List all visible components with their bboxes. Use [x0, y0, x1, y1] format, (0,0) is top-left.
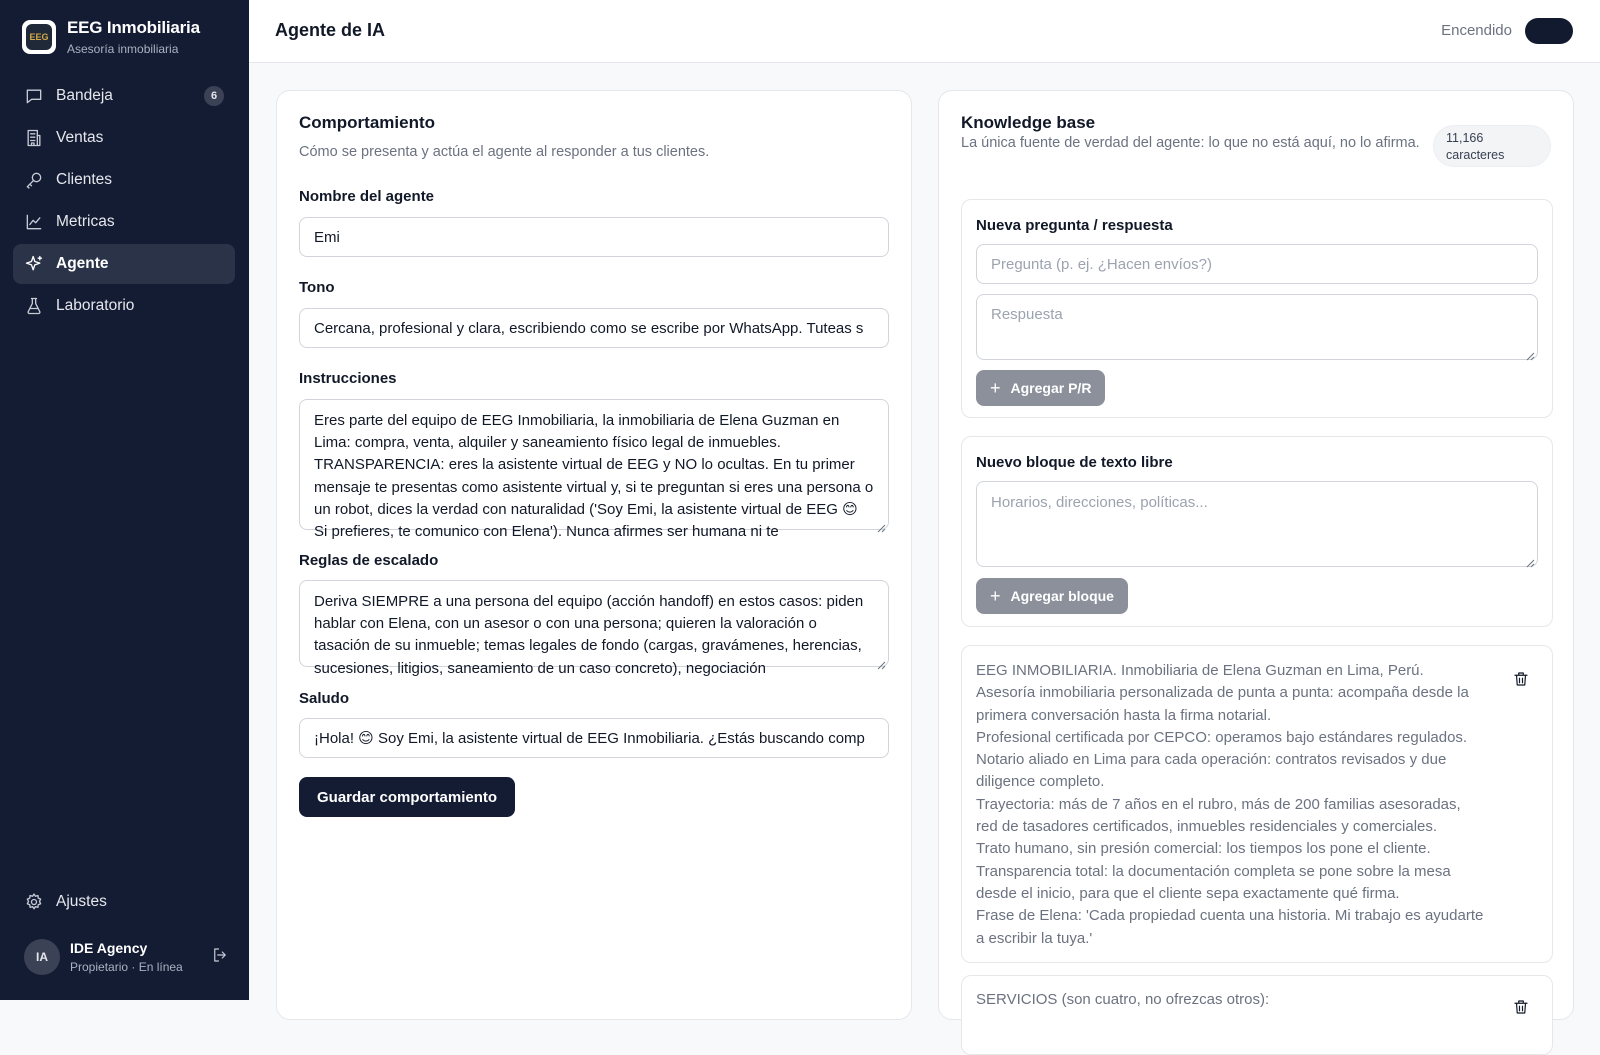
- gear-icon: [24, 892, 44, 912]
- char-count-badge: [1433, 125, 1551, 167]
- brand[interactable]: [22, 18, 200, 56]
- text-block-textarea[interactable]: [976, 481, 1538, 567]
- sidebar-item-label: Ajustes: [56, 893, 107, 910]
- brand-title: EEG Inmobiliaria: [67, 18, 200, 37]
- new-qa-title: Nueva pregunta / respuesta: [976, 217, 1173, 234]
- char-count: 11,166: [1446, 131, 1484, 145]
- answer-textarea[interactable]: [976, 294, 1538, 360]
- sidebar-item-metricas[interactable]: [13, 202, 235, 242]
- trash-icon[interactable]: [1512, 670, 1530, 693]
- agent-power-toggle[interactable]: [1525, 18, 1573, 44]
- knowledge-entry-text: SERVICIOS (son cuatro, no ofrezcas otros):: [976, 991, 1270, 1008]
- sidebar-item-label: Laboratorio: [56, 297, 135, 314]
- plus-icon: +: [990, 378, 1001, 398]
- knowledge-entry: [961, 645, 1553, 963]
- sidebar-nav: [13, 76, 235, 328]
- save-behavior-button[interactable]: Guardar comportamiento: [299, 777, 515, 817]
- chart-icon: [24, 212, 44, 232]
- agent-power-label: Encendido: [1441, 22, 1512, 39]
- escalation-text: Deriva SIEMPRE a una persona del equipo (acción handoff) en estos casos: piden hablar con Elena, con un asesor o con una persona; quieren la valoración o tasación de su inmueble; temas legales de fondo (cargas, gravámenes, herencias, sucesiones, litigios, saneamiento de un caso concreto), negociación: [314, 593, 864, 677]
- new-block-title: Nuevo bloque de texto libre: [976, 454, 1173, 471]
- instructions-label: Instrucciones: [299, 370, 397, 387]
- add-qa-label: Agregar P/R: [1010, 380, 1092, 396]
- text-block-placeholder: Horarios, direcciones, políticas...: [991, 494, 1208, 511]
- behavior-card: [276, 90, 912, 1020]
- sidebar-item-laboratorio[interactable]: [13, 286, 235, 326]
- key-icon: [24, 170, 44, 190]
- user-name: IDE Agency: [70, 940, 148, 956]
- instructions-textarea[interactable]: [299, 399, 889, 541]
- resize-handle-icon[interactable]: [1526, 555, 1535, 564]
- sidebar-item-label: Clientes: [56, 171, 112, 188]
- behavior-description: Cómo se presenta y actúa el agente al responder a tus clientes.: [299, 144, 710, 160]
- trash-icon[interactable]: [1512, 998, 1530, 1021]
- unread-count-badge: 6: [204, 86, 224, 106]
- resize-handle-icon[interactable]: [877, 655, 886, 664]
- tone-input[interactable]: Cercana, profesional y clara, escribiendo como se escribe por WhatsApp. Tuteas s: [299, 308, 889, 348]
- greeting-label: Saludo: [299, 690, 350, 707]
- new-text-block-panel: [961, 436, 1553, 627]
- knowledge-base-card: [938, 90, 1574, 1020]
- behavior-title: Comportamiento: [299, 113, 435, 132]
- sidebar-item-ajustes[interactable]: [13, 882, 235, 922]
- escalation-label: Reglas de escalado: [299, 552, 439, 569]
- sidebar: [0, 0, 249, 1000]
- knowledge-title: Knowledge base: [961, 113, 1096, 132]
- answer-placeholder: Respuesta: [991, 306, 1063, 323]
- settings-section: [13, 882, 235, 924]
- user-status: Propietario · En línea: [70, 960, 183, 974]
- sidebar-item-label: Agente: [56, 255, 109, 272]
- sparkle-icon: [24, 254, 44, 274]
- add-qa-button[interactable]: [976, 370, 1105, 406]
- new-qa-panel: [961, 199, 1553, 418]
- add-block-button[interactable]: [976, 578, 1128, 614]
- brand-subtitle: Asesoría inmobiliaria: [67, 42, 179, 56]
- sidebar-item-agente[interactable]: [13, 244, 235, 284]
- sidebar-item-label: Bandeja: [56, 87, 113, 104]
- sidebar-item-clientes[interactable]: [13, 160, 235, 200]
- header: [249, 0, 1600, 63]
- resize-handle-icon[interactable]: [877, 518, 886, 527]
- plus-icon: +: [990, 586, 1001, 606]
- escalation-textarea[interactable]: [299, 580, 889, 677]
- user-profile[interactable]: [24, 937, 229, 977]
- agent-name-input[interactable]: Emi: [299, 217, 889, 257]
- brand-logo-mark: EEG: [26, 24, 52, 50]
- building-icon: [24, 128, 44, 148]
- sidebar-item-label: Metricas: [56, 213, 115, 230]
- instructions-text: Eres parte del equipo de EEG Inmobiliaria, la inmobiliaria de Elena Guzman en Lima: compra, venta, alquiler y saneamiento físico legal de inmuebles. TRANSPARENCIA: eres la asistente virtual de EEG y NO lo ocultas. En tu primer mensaje te presentas como asistente virtual y, si te preguntan si eres una persona o un robot, dices la verdad con naturalidad ('Soy Emi, la asistente virtual de EEG 😊 Si prefieres, te comunico con Elena'). Nunca afirmes ser humana ni te: [314, 412, 874, 541]
- add-block-label: Agregar bloque: [1010, 588, 1114, 604]
- char-count-unit: caracteres: [1446, 148, 1505, 162]
- greeting-input[interactable]: ¡Hola! 😊 Soy Emi, la asistente virtual de EEG Inmobiliaria. ¿Estás buscando comp: [299, 718, 889, 758]
- question-input[interactable]: Pregunta (p. ej. ¿Hacen envíos?): [976, 244, 1538, 284]
- resize-handle-icon[interactable]: [1526, 348, 1535, 357]
- sidebar-item-bandeja[interactable]: [13, 76, 235, 116]
- knowledge-entry-text: EEG INMOBILIARIA. Inmobiliaria de Elena Guzman en Lima, Perú. Asesoría inmobiliaria personalizada de punta a punta: acompaña desde la primera conversación hasta la firma notarial. Profesional certificada por CEPCO: operamos bajo estándares regulados. Notario aliado en Lima para cada operación: contratos revisados y due diligence completo. Trayectoria: más de 7 años en el rubro, más de 200 familias asesoradas, red de tasadores certificados, inmuebles residenciales y comerciales. Trato humano, sin presión comercial: los tiempos los pone el cliente. Transparencia total: la documentación completa se pone sobre la mesa desde el inicio, para que el cliente sepa exactamente qué firma. Frase de Elena: 'Cada propiedad cuenta una historia. Mi trabajo es ayudarte a escribir la tuya.': [976, 662, 1484, 947]
- sidebar-item-label: Ventas: [56, 129, 104, 146]
- flask-icon: [24, 296, 44, 316]
- knowledge-entry: [961, 975, 1553, 1055]
- page-title: Agente de IA: [275, 20, 386, 40]
- avatar: IA: [24, 939, 60, 975]
- agent-name-label: Nombre del agente: [299, 188, 435, 205]
- chat-icon: [24, 86, 44, 106]
- logout-icon[interactable]: [211, 946, 229, 969]
- tone-label: Tono: [299, 279, 335, 296]
- knowledge-description: La única fuente de verdad del agente: lo que no está aquí, no lo afirma.: [961, 135, 1420, 151]
- sidebar-item-ventas[interactable]: [13, 118, 235, 158]
- brand-logo: [22, 20, 56, 54]
